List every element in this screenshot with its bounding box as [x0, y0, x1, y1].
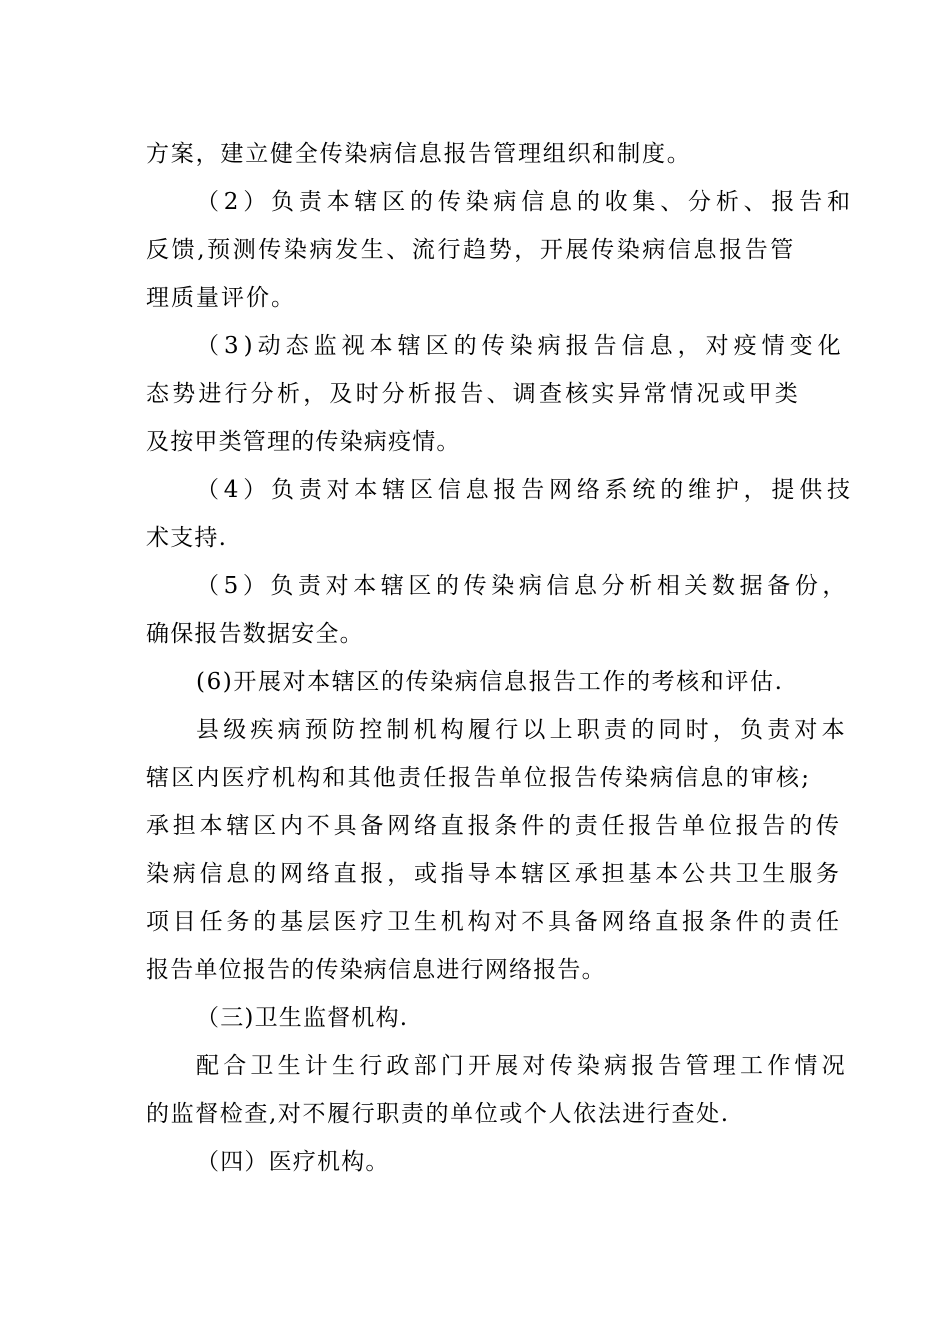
text-line: 县级疾病预防控制机构履行以上职责的同时，负责对本 — [196, 717, 849, 743]
text-line: 项目任务的基层医疗卫生机构对不具备网络直报条件的责任 — [146, 909, 843, 935]
section-heading: （三)卫生监督机构. — [196, 1005, 409, 1031]
text-line: 确保报告数据安全。 — [146, 621, 364, 647]
text-line: 报告单位报告的传染病信息进行网络报告。 — [146, 957, 606, 983]
text-line: （3)动态监视本辖区的传染病报告信息，对疫情变化 — [196, 333, 846, 359]
text-line: 理质量评价。 — [146, 285, 296, 311]
text-line: 辖区内医疗机构和其他责任报告单位报告传染病信息的审核; — [146, 765, 812, 791]
text-line: （2）负责本辖区的传染病信息的收集、分析、报告和 — [196, 189, 855, 215]
text-line: 术支持. — [146, 525, 228, 551]
section-heading: （四）医疗机构。 — [196, 1149, 390, 1175]
text-line: 承担本辖区内不具备网络直报条件的责任报告单位报告的传 — [146, 813, 843, 839]
text-line: 的监督检查,对不履行职责的单位或个人依法进行查处. — [146, 1101, 730, 1127]
text-line: 反馈,预测传染病发生、流行趋势，开展传染病信息报告管 — [146, 237, 796, 263]
text-line: 及按甲类管理的传染病疫情。 — [146, 429, 461, 455]
text-line: 配合卫生计生行政部门开展对传染病报告管理工作情况 — [196, 1053, 849, 1079]
text-line: （4）负责对本辖区信息报告网络系统的维护，提供技 — [196, 477, 855, 503]
text-line: 染病信息的网络直报，或指导本辖区承担基本公共卫生服务 — [146, 861, 843, 887]
text-line: （5）负责对本辖区的传染病信息分析相关数据备份， — [196, 573, 851, 599]
text-line: 态势进行分析，及时分析报告、调查核实异常情况或甲类 — [146, 381, 801, 407]
text-line: 方案，建立健全传染病信息报告管理组织和制度。 — [146, 141, 692, 167]
text-line: (6)开展对本辖区的传染病信息报告工作的考核和评估. — [196, 669, 784, 695]
